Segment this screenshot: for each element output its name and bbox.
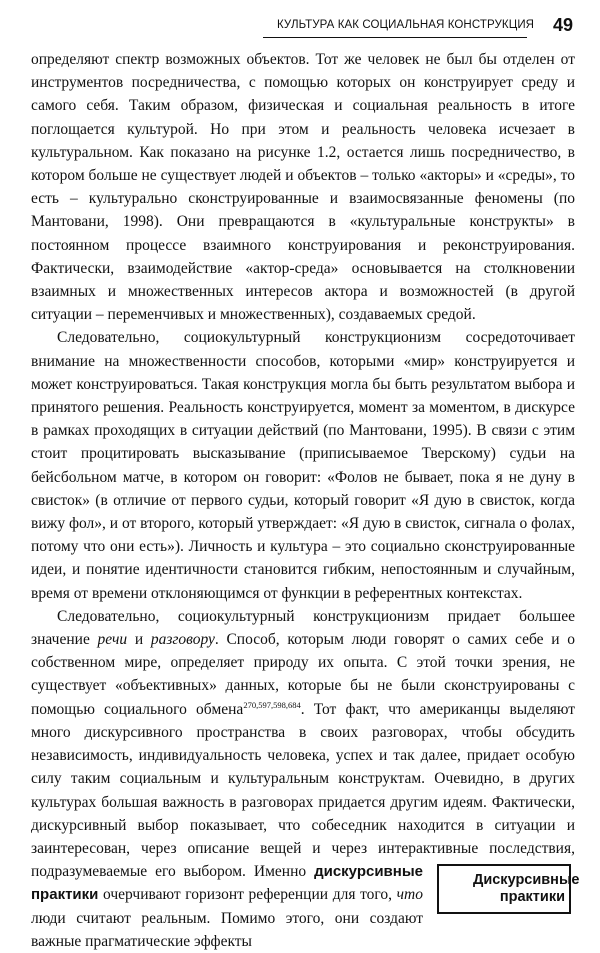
page-number: 49 [552,15,573,35]
paragraph-3 [31,605,580,953]
p3-part-f: люди считают реальным. Помимо этого, они создают важные прагматические эффекты [31,909,423,950]
p3-part-a: Следовательно, социокультурный конструкционизм придает большее значение [31,607,575,649]
reference-numbers: 270,597,598,684 [243,699,301,710]
paragraph-1: определяют спектр возможных объектов. Тот же человек не был бы отделен от инструментов посредничества, с помощью которых он конструирует среду и самого себя. Таким образом, физическая и социальная реальность в итоге поглощается культурой. Но при этом и реальность человека исчезает в культуральном. Как показано на рисунке 1.2, остается лишь посредничество, в котором больше не существует людей и объектов – только «акторы» и «среды», то есть – культурально сконструированные и взаимосвязанные феномены (по Мантовани, 1998). Они превращаются в «культуральные конструкты» в постоянном процессе взаимного конструирования и реконструирования. Фактически, взаимодействие «актор-среда» основывается на столкновении взаимных и множественных интересов актора и возможностей (в другой ситуации – переменчивых и множественных), создаваемых средой. [31,51,575,324]
margin-note-line-1: Дискурсивные [473,872,580,889]
paragraph-2: Следовательно, социокультурный конструкционизм сосредоточивает внимание на множественности способов, которыми «мир» конструируется и может конструироваться. Такая конструкция могла бы быть результатом выбора и принятого решения. Реальность конструируется, момент за моментом, в дискурсе в рамках проходящих в ситуации действий (по Мантовани, 1995). В связи с этим стоит процитировать высказывание (приписываемое Тверскому) судьи на бейсбольном матче, в котором он говорит: «Фолов не бывает, пока я не дуну в свисток» (в отличие от первого судьи, который говорит «Я дую в свисток, когда вижу фол», и от второго, который утверждает: «Я дую в свисток, сигнала о фолах, потому что они есть»). Личность и культура – это социально сконструированные идеи, и понятие идентичности становится гибким, непостоянным и случайным, время от времени отклоняющимся от функции в референтных контекстах. [31,329,575,602]
p3-part-d: . Тот факт, что американцы выделяют много дискурсивного пространства в своих разговорах, чтобы обсудить независимость, индивидуальность человека, успех и так далее, придает особую силу таким социальным и культуральным конструктам. Очевидно, в других культурах большая важность в разговорах придается другим идеям. Фактически, дискурсивный выбор показывает, что собеседник находится в ситуации и заинтересован, через описание вещей и через интерактивные последствия, подразумеваемые его выбором. Именно [31,700,575,881]
emphasis-speech: речи [97,631,128,649]
body-text [31,48,580,953]
emphasis-conversation: разговору [150,631,215,649]
key-term: дискурсивные практики [31,863,423,904]
margin-note-line-2: практики [499,889,565,906]
header-rule [263,37,527,38]
emphasis-what: что [396,886,423,904]
p3-part-e: очерчивают горизонт референции для того, [98,886,397,904]
running-header [263,15,575,38]
p3-part-b: и [127,631,151,649]
running-title: КУЛЬТУРА КАК СОЦИАЛЬНАЯ КОНСТРУКЦИЯ [277,19,535,31]
p3-part-c: . Способ, которым люди говорят о самих себе и о собственном мире, определяет природу их опыта. С этой точки зрения, не существует «объективных» данных, которые бы не были сконструированы с помощью социального обмена [31,631,575,718]
